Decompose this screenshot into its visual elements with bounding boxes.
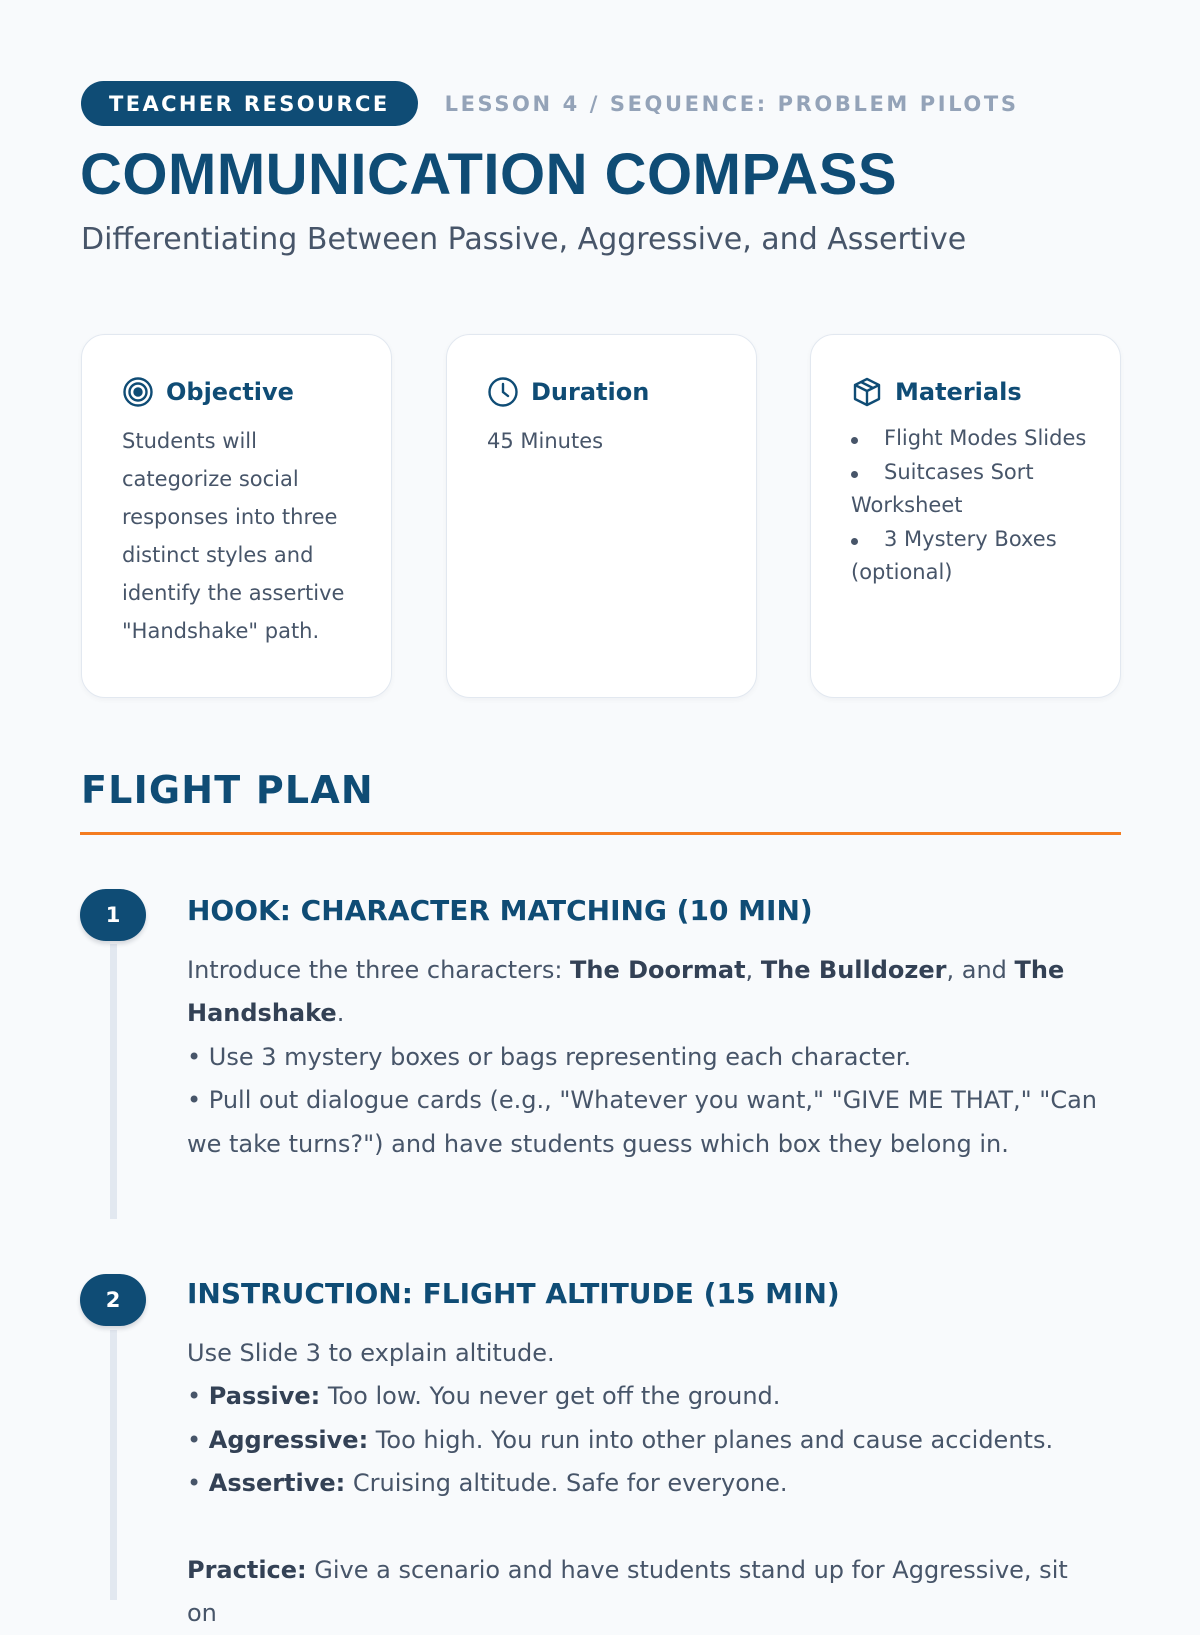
objective-title: Objective	[166, 378, 294, 406]
step-bullet: • Pull out dialogue cards (e.g., "Whatever you want," "GIVE ME THAT," "Can we take turns?") and have students guess which box they belong in.	[187, 1086, 1098, 1158]
target-icon	[122, 376, 154, 408]
resource-badge: TEACHER RESOURCE	[81, 81, 418, 126]
step-body	[187, 1332, 1102, 1635]
materials-item: 3 Mystery Boxes (optional)	[851, 523, 1098, 590]
step-bullet: • Use 3 mystery boxes or bags representing each character.	[187, 1042, 912, 1071]
step-intro: Use Slide 3 to explain altitude.	[187, 1339, 555, 1367]
duration-card-header	[487, 376, 734, 408]
character-name: The Handshake	[187, 956, 1065, 1028]
step-number-badge: 1	[80, 889, 146, 941]
objective-card	[81, 334, 392, 698]
step-title: INSTRUCTION: FLIGHT ALTITUDE (15 MIN)	[187, 1277, 840, 1310]
materials-item: Flight Modes Slides	[851, 422, 1098, 456]
timeline-line	[110, 1330, 117, 1600]
page-subtitle: Differentiating Between Passive, Aggressive, and Assertive	[81, 222, 967, 257]
step-number-badge: 2	[80, 1274, 146, 1326]
spacer	[187, 1506, 1102, 1549]
header-meta	[81, 81, 1019, 126]
page-title: COMMUNICATION COMPASS	[80, 142, 898, 207]
objective-text: Students will categorize social responses into three distinct styles and identify the assertive "Handshake" path.	[122, 429, 345, 643]
step-bullet: • Aggressive: Too high. You run into other planes and cause accidents.	[187, 1425, 1054, 1454]
duration-card	[446, 334, 757, 698]
materials-card	[810, 334, 1121, 698]
section-divider	[80, 832, 1121, 835]
step-intro: Introduce the three characters: The Doormat, The Bulldozer, and The Handshake.	[187, 956, 1065, 1028]
duration-title: Duration	[531, 378, 650, 406]
character-name: The Doormat	[570, 956, 746, 984]
step-body	[187, 949, 1102, 1166]
materials-title: Materials	[895, 378, 1022, 406]
clock-icon	[487, 376, 519, 408]
step-bullet: • Passive: Too low. You never get off the ground.	[187, 1382, 781, 1411]
step-practice: Practice: Give a scenario and have students stand up for Aggressive, sit on	[187, 1555, 1068, 1628]
breadcrumb: LESSON 4 / SEQUENCE: PROBLEM PILOTS	[444, 91, 1019, 116]
timeline-line	[110, 944, 117, 1219]
objective-card-header	[122, 376, 369, 408]
duration-text: 45 Minutes	[487, 429, 604, 453]
materials-list	[851, 422, 1098, 590]
materials-item: Suitcases Sort Worksheet	[851, 456, 1098, 523]
character-name: The Bulldozer	[760, 956, 947, 984]
step-bullet: • Assertive: Cruising altitude. Safe for everyone.	[187, 1469, 788, 1498]
materials-card-header	[851, 376, 1098, 408]
flight-plan-heading: FLIGHT PLAN	[81, 768, 374, 812]
step-title: HOOK: CHARACTER MATCHING (10 MIN)	[187, 894, 813, 927]
box-icon	[851, 376, 883, 408]
